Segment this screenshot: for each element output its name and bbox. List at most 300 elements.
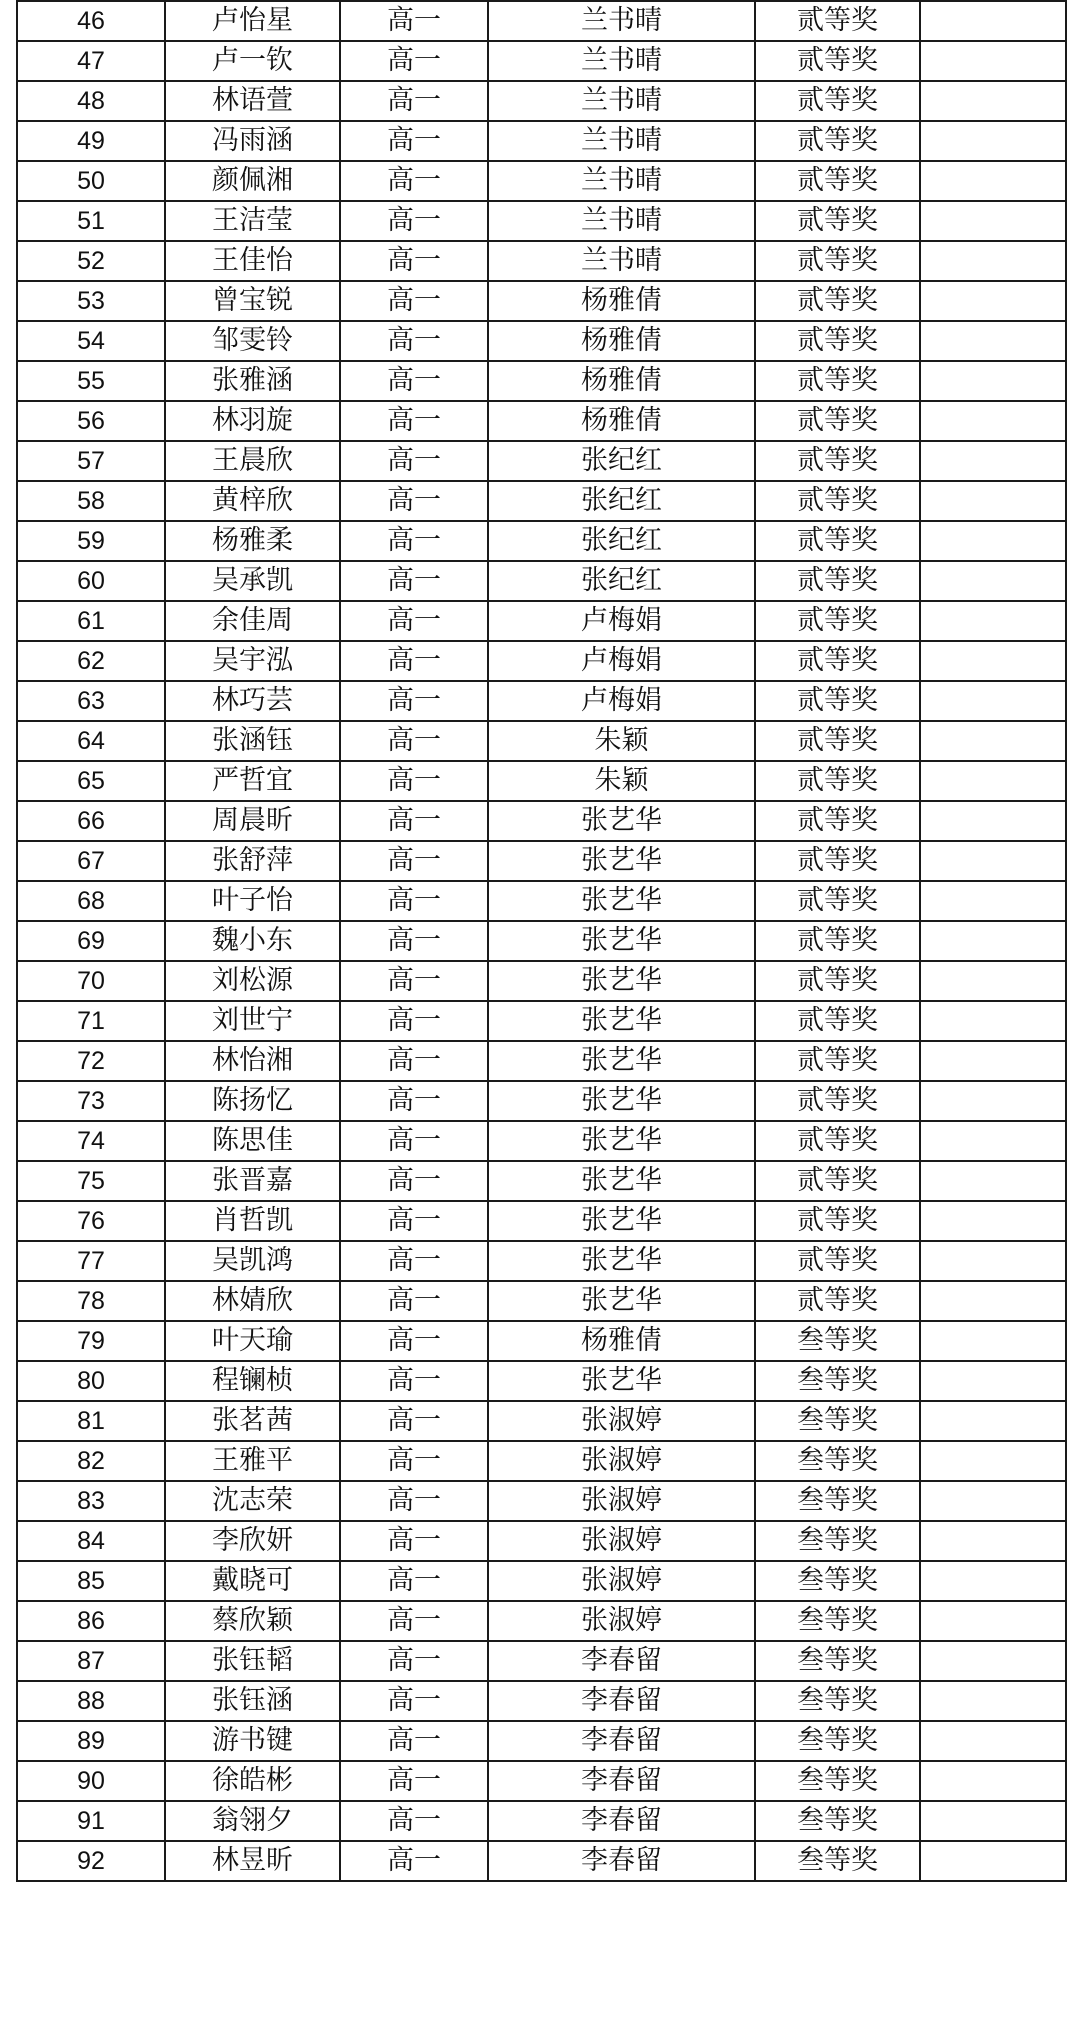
note-cell xyxy=(920,41,1066,81)
note-cell xyxy=(920,761,1066,801)
student-name: 张钰涵 xyxy=(165,1681,340,1721)
award-table xyxy=(16,0,1067,1882)
table-row xyxy=(17,921,1066,961)
table-row xyxy=(17,441,1066,481)
student-name: 吴承凯 xyxy=(165,561,340,601)
award-level: 贰等奖 xyxy=(755,561,920,601)
table-row xyxy=(17,601,1066,641)
row-number: 91 xyxy=(17,1801,165,1841)
table-row xyxy=(17,1481,1066,1521)
table-row xyxy=(17,1081,1066,1121)
note-cell xyxy=(920,121,1066,161)
grade-cell: 高一 xyxy=(340,481,488,521)
award-level: 贰等奖 xyxy=(755,1,920,41)
table-row xyxy=(17,1761,1066,1801)
note-cell xyxy=(920,1521,1066,1561)
teacher-name: 兰书晴 xyxy=(488,81,755,121)
table-row xyxy=(17,801,1066,841)
table-row xyxy=(17,81,1066,121)
table-row xyxy=(17,1161,1066,1201)
teacher-name: 张淑婷 xyxy=(488,1441,755,1481)
grade-cell: 高一 xyxy=(340,201,488,241)
row-number: 64 xyxy=(17,721,165,761)
table-row xyxy=(17,561,1066,601)
teacher-name: 李春留 xyxy=(488,1841,755,1881)
teacher-name: 张艺华 xyxy=(488,1241,755,1281)
teacher-name: 朱颖 xyxy=(488,761,755,801)
grade-cell: 高一 xyxy=(340,1521,488,1561)
student-name: 卢怡星 xyxy=(165,1,340,41)
student-name: 王雅平 xyxy=(165,1441,340,1481)
teacher-name: 张纪红 xyxy=(488,561,755,601)
grade-cell: 高一 xyxy=(340,641,488,681)
student-name: 陈思佳 xyxy=(165,1121,340,1161)
row-number: 55 xyxy=(17,361,165,401)
note-cell xyxy=(920,321,1066,361)
note-cell xyxy=(920,161,1066,201)
award-level: 贰等奖 xyxy=(755,601,920,641)
note-cell xyxy=(920,1601,1066,1641)
award-level: 贰等奖 xyxy=(755,641,920,681)
table-row xyxy=(17,1801,1066,1841)
student-name: 吴宇泓 xyxy=(165,641,340,681)
grade-cell: 高一 xyxy=(340,401,488,441)
table-row xyxy=(17,281,1066,321)
note-cell xyxy=(920,1561,1066,1601)
grade-cell: 高一 xyxy=(340,81,488,121)
award-level: 贰等奖 xyxy=(755,721,920,761)
row-number: 46 xyxy=(17,1,165,41)
award-level: 贰等奖 xyxy=(755,441,920,481)
note-cell xyxy=(920,1161,1066,1201)
row-number: 62 xyxy=(17,641,165,681)
teacher-name: 张艺华 xyxy=(488,921,755,961)
student-name: 叶子怡 xyxy=(165,881,340,921)
note-cell xyxy=(920,1361,1066,1401)
teacher-name: 张艺华 xyxy=(488,1201,755,1241)
note-cell xyxy=(920,1121,1066,1161)
award-level: 叁等奖 xyxy=(755,1521,920,1561)
student-name: 张晋嘉 xyxy=(165,1161,340,1201)
table-row xyxy=(17,481,1066,521)
grade-cell: 高一 xyxy=(340,521,488,561)
student-name: 颜佩湘 xyxy=(165,161,340,201)
teacher-name: 杨雅倩 xyxy=(488,321,755,361)
award-level: 贰等奖 xyxy=(755,81,920,121)
grade-cell: 高一 xyxy=(340,1681,488,1721)
note-cell xyxy=(920,561,1066,601)
grade-cell: 高一 xyxy=(340,761,488,801)
table-row xyxy=(17,1041,1066,1081)
note-cell xyxy=(920,1081,1066,1121)
student-name: 肖哲凯 xyxy=(165,1201,340,1241)
table-row xyxy=(17,321,1066,361)
award-level: 叁等奖 xyxy=(755,1561,920,1601)
grade-cell: 高一 xyxy=(340,1161,488,1201)
table-row xyxy=(17,841,1066,881)
row-number: 49 xyxy=(17,121,165,161)
award-level: 贰等奖 xyxy=(755,961,920,1001)
table-row xyxy=(17,1601,1066,1641)
note-cell xyxy=(920,1841,1066,1881)
note-cell xyxy=(920,1441,1066,1481)
teacher-name: 兰书晴 xyxy=(488,241,755,281)
teacher-name: 李春留 xyxy=(488,1801,755,1841)
grade-cell: 高一 xyxy=(340,1361,488,1401)
grade-cell: 高一 xyxy=(340,281,488,321)
teacher-name: 张艺华 xyxy=(488,1081,755,1121)
teacher-name: 张艺华 xyxy=(488,1121,755,1161)
row-number: 76 xyxy=(17,1201,165,1241)
row-number: 66 xyxy=(17,801,165,841)
grade-cell: 高一 xyxy=(340,241,488,281)
note-cell xyxy=(920,1201,1066,1241)
row-number: 90 xyxy=(17,1761,165,1801)
award-level: 贰等奖 xyxy=(755,1241,920,1281)
teacher-name: 张纪红 xyxy=(488,521,755,561)
row-number: 85 xyxy=(17,1561,165,1601)
row-number: 50 xyxy=(17,161,165,201)
student-name: 程镧桢 xyxy=(165,1361,340,1401)
table-row xyxy=(17,1001,1066,1041)
award-level: 贰等奖 xyxy=(755,1281,920,1321)
table-row xyxy=(17,1361,1066,1401)
grade-cell: 高一 xyxy=(340,1441,488,1481)
student-name: 林怡湘 xyxy=(165,1041,340,1081)
grade-cell: 高一 xyxy=(340,561,488,601)
student-name: 王晨欣 xyxy=(165,441,340,481)
row-number: 52 xyxy=(17,241,165,281)
teacher-name: 张艺华 xyxy=(488,801,755,841)
row-number: 77 xyxy=(17,1241,165,1281)
row-number: 53 xyxy=(17,281,165,321)
teacher-name: 张艺华 xyxy=(488,841,755,881)
student-name: 余佳周 xyxy=(165,601,340,641)
teacher-name: 杨雅倩 xyxy=(488,1321,755,1361)
award-level: 贰等奖 xyxy=(755,41,920,81)
table-row xyxy=(17,1281,1066,1321)
award-level: 贰等奖 xyxy=(755,201,920,241)
student-name: 林巧芸 xyxy=(165,681,340,721)
student-name: 卢一钦 xyxy=(165,41,340,81)
table-row xyxy=(17,641,1066,681)
table-row xyxy=(17,1441,1066,1481)
grade-cell: 高一 xyxy=(340,41,488,81)
note-cell xyxy=(920,1321,1066,1361)
student-name: 刘松源 xyxy=(165,961,340,1001)
table-row xyxy=(17,961,1066,1001)
grade-cell: 高一 xyxy=(340,921,488,961)
row-number: 56 xyxy=(17,401,165,441)
note-cell xyxy=(920,241,1066,281)
student-name: 周晨昕 xyxy=(165,801,340,841)
grade-cell: 高一 xyxy=(340,721,488,761)
row-number: 80 xyxy=(17,1361,165,1401)
student-name: 黄梓欣 xyxy=(165,481,340,521)
row-number: 58 xyxy=(17,481,165,521)
note-cell xyxy=(920,401,1066,441)
note-cell xyxy=(920,721,1066,761)
note-cell xyxy=(920,1761,1066,1801)
grade-cell: 高一 xyxy=(340,961,488,1001)
table-row xyxy=(17,1641,1066,1681)
award-level: 贰等奖 xyxy=(755,681,920,721)
student-name: 叶天瑜 xyxy=(165,1321,340,1361)
award-level: 贰等奖 xyxy=(755,361,920,401)
table-row xyxy=(17,761,1066,801)
teacher-name: 兰书晴 xyxy=(488,201,755,241)
teacher-name: 杨雅倩 xyxy=(488,361,755,401)
grade-cell: 高一 xyxy=(340,321,488,361)
table-row xyxy=(17,881,1066,921)
award-level: 叁等奖 xyxy=(755,1321,920,1361)
row-number: 57 xyxy=(17,441,165,481)
award-level: 贰等奖 xyxy=(755,401,920,441)
grade-cell: 高一 xyxy=(340,1561,488,1601)
row-number: 60 xyxy=(17,561,165,601)
row-number: 70 xyxy=(17,961,165,1001)
row-number: 82 xyxy=(17,1441,165,1481)
award-level: 贰等奖 xyxy=(755,1001,920,1041)
teacher-name: 张艺华 xyxy=(488,1281,755,1321)
teacher-name: 兰书晴 xyxy=(488,121,755,161)
note-cell xyxy=(920,1001,1066,1041)
grade-cell: 高一 xyxy=(340,441,488,481)
grade-cell: 高一 xyxy=(340,1,488,41)
teacher-name: 李春留 xyxy=(488,1681,755,1721)
note-cell xyxy=(920,1641,1066,1681)
grade-cell: 高一 xyxy=(340,681,488,721)
table-row xyxy=(17,1681,1066,1721)
row-number: 47 xyxy=(17,41,165,81)
student-name: 李欣妍 xyxy=(165,1521,340,1561)
note-cell xyxy=(920,1681,1066,1721)
award-level: 贰等奖 xyxy=(755,121,920,161)
award-level: 贰等奖 xyxy=(755,521,920,561)
grade-cell: 高一 xyxy=(340,1721,488,1761)
note-cell xyxy=(920,961,1066,1001)
table-row xyxy=(17,1521,1066,1561)
teacher-name: 朱颖 xyxy=(488,721,755,761)
student-name: 刘世宁 xyxy=(165,1001,340,1041)
note-cell xyxy=(920,1401,1066,1441)
student-name: 沈志荣 xyxy=(165,1481,340,1521)
student-name: 林昱昕 xyxy=(165,1841,340,1881)
row-number: 72 xyxy=(17,1041,165,1081)
student-name: 张雅涵 xyxy=(165,361,340,401)
grade-cell: 高一 xyxy=(340,1121,488,1161)
table-row xyxy=(17,361,1066,401)
teacher-name: 张艺华 xyxy=(488,1161,755,1201)
note-cell xyxy=(920,681,1066,721)
note-cell xyxy=(920,441,1066,481)
row-number: 92 xyxy=(17,1841,165,1881)
table-row xyxy=(17,681,1066,721)
teacher-name: 张艺华 xyxy=(488,1001,755,1041)
teacher-name: 卢梅娟 xyxy=(488,681,755,721)
student-name: 蔡欣颖 xyxy=(165,1601,340,1641)
award-level: 叁等奖 xyxy=(755,1481,920,1521)
award-level: 贰等奖 xyxy=(755,241,920,281)
award-level: 叁等奖 xyxy=(755,1841,920,1881)
teacher-name: 兰书晴 xyxy=(488,41,755,81)
student-name: 杨雅柔 xyxy=(165,521,340,561)
teacher-name: 张艺华 xyxy=(488,881,755,921)
teacher-name: 张淑婷 xyxy=(488,1521,755,1561)
teacher-name: 杨雅倩 xyxy=(488,401,755,441)
award-level: 叁等奖 xyxy=(755,1401,920,1441)
note-cell xyxy=(920,1,1066,41)
teacher-name: 李春留 xyxy=(488,1641,755,1681)
table-row xyxy=(17,1121,1066,1161)
teacher-name: 张纪红 xyxy=(488,441,755,481)
row-number: 87 xyxy=(17,1641,165,1681)
grade-cell: 高一 xyxy=(340,841,488,881)
award-level: 叁等奖 xyxy=(755,1681,920,1721)
note-cell xyxy=(920,1241,1066,1281)
award-level: 贰等奖 xyxy=(755,481,920,521)
grade-cell: 高一 xyxy=(340,881,488,921)
grade-cell: 高一 xyxy=(340,1041,488,1081)
award-level: 叁等奖 xyxy=(755,1721,920,1761)
table-row xyxy=(17,1841,1066,1881)
grade-cell: 高一 xyxy=(340,1481,488,1521)
teacher-name: 兰书晴 xyxy=(488,161,755,201)
award-level: 叁等奖 xyxy=(755,1441,920,1481)
row-number: 68 xyxy=(17,881,165,921)
award-level: 贰等奖 xyxy=(755,281,920,321)
note-cell xyxy=(920,921,1066,961)
award-level: 贰等奖 xyxy=(755,321,920,361)
row-number: 86 xyxy=(17,1601,165,1641)
note-cell xyxy=(920,481,1066,521)
student-name: 陈扬忆 xyxy=(165,1081,340,1121)
award-level: 叁等奖 xyxy=(755,1361,920,1401)
grade-cell: 高一 xyxy=(340,1841,488,1881)
row-number: 63 xyxy=(17,681,165,721)
note-cell xyxy=(920,201,1066,241)
row-number: 59 xyxy=(17,521,165,561)
teacher-name: 张淑婷 xyxy=(488,1601,755,1641)
student-name: 张茗茜 xyxy=(165,1401,340,1441)
row-number: 67 xyxy=(17,841,165,881)
row-number: 88 xyxy=(17,1681,165,1721)
table-row xyxy=(17,1241,1066,1281)
teacher-name: 李春留 xyxy=(488,1721,755,1761)
award-level: 贰等奖 xyxy=(755,841,920,881)
award-level: 贰等奖 xyxy=(755,1041,920,1081)
grade-cell: 高一 xyxy=(340,361,488,401)
student-name: 林婧欣 xyxy=(165,1281,340,1321)
note-cell xyxy=(920,881,1066,921)
grade-cell: 高一 xyxy=(340,1401,488,1441)
note-cell xyxy=(920,1481,1066,1521)
note-cell xyxy=(920,801,1066,841)
table-row xyxy=(17,1721,1066,1761)
grade-cell: 高一 xyxy=(340,1081,488,1121)
student-name: 曾宝锐 xyxy=(165,281,340,321)
student-name: 严哲宜 xyxy=(165,761,340,801)
table-row xyxy=(17,521,1066,561)
row-number: 71 xyxy=(17,1001,165,1041)
teacher-name: 杨雅倩 xyxy=(488,281,755,321)
teacher-name: 卢梅娟 xyxy=(488,641,755,681)
grade-cell: 高一 xyxy=(340,1601,488,1641)
grade-cell: 高一 xyxy=(340,1801,488,1841)
row-number: 73 xyxy=(17,1081,165,1121)
row-number: 54 xyxy=(17,321,165,361)
row-number: 65 xyxy=(17,761,165,801)
award-level: 贰等奖 xyxy=(755,1201,920,1241)
row-number: 75 xyxy=(17,1161,165,1201)
teacher-name: 张淑婷 xyxy=(488,1401,755,1441)
table-row xyxy=(17,1201,1066,1241)
award-level: 贰等奖 xyxy=(755,801,920,841)
teacher-name: 张淑婷 xyxy=(488,1481,755,1521)
grade-cell: 高一 xyxy=(340,1241,488,1281)
student-name: 冯雨涵 xyxy=(165,121,340,161)
note-cell xyxy=(920,1801,1066,1841)
student-name: 张舒萍 xyxy=(165,841,340,881)
student-name: 王洁莹 xyxy=(165,201,340,241)
grade-cell: 高一 xyxy=(340,1281,488,1321)
note-cell xyxy=(920,1281,1066,1321)
row-number: 61 xyxy=(17,601,165,641)
grade-cell: 高一 xyxy=(340,1001,488,1041)
grade-cell: 高一 xyxy=(340,161,488,201)
row-number: 89 xyxy=(17,1721,165,1761)
teacher-name: 李春留 xyxy=(488,1761,755,1801)
table-row xyxy=(17,721,1066,761)
award-level: 贰等奖 xyxy=(755,1121,920,1161)
table-row xyxy=(17,201,1066,241)
student-name: 林羽旋 xyxy=(165,401,340,441)
teacher-name: 张纪红 xyxy=(488,481,755,521)
table-row xyxy=(17,1321,1066,1361)
award-level: 叁等奖 xyxy=(755,1601,920,1641)
teacher-name: 张艺华 xyxy=(488,961,755,1001)
grade-cell: 高一 xyxy=(340,1761,488,1801)
note-cell xyxy=(920,1041,1066,1081)
award-level: 贰等奖 xyxy=(755,881,920,921)
note-cell xyxy=(920,521,1066,561)
table-row xyxy=(17,41,1066,81)
note-cell xyxy=(920,841,1066,881)
student-name: 吴凯鸿 xyxy=(165,1241,340,1281)
table-row xyxy=(17,401,1066,441)
table-row xyxy=(17,1,1066,41)
row-number: 79 xyxy=(17,1321,165,1361)
award-level: 叁等奖 xyxy=(755,1801,920,1841)
student-name: 戴晓可 xyxy=(165,1561,340,1601)
row-number: 84 xyxy=(17,1521,165,1561)
student-name: 林语萱 xyxy=(165,81,340,121)
award-level: 贰等奖 xyxy=(755,1081,920,1121)
student-name: 王佳怡 xyxy=(165,241,340,281)
grade-cell: 高一 xyxy=(340,1201,488,1241)
note-cell xyxy=(920,81,1066,121)
award-list-sheet xyxy=(16,0,1065,1882)
note-cell xyxy=(920,361,1066,401)
grade-cell: 高一 xyxy=(340,601,488,641)
award-table-body xyxy=(17,1,1066,1881)
grade-cell: 高一 xyxy=(340,801,488,841)
table-row xyxy=(17,1561,1066,1601)
student-name: 游书键 xyxy=(165,1721,340,1761)
row-number: 51 xyxy=(17,201,165,241)
teacher-name: 张艺华 xyxy=(488,1041,755,1081)
table-row xyxy=(17,121,1066,161)
